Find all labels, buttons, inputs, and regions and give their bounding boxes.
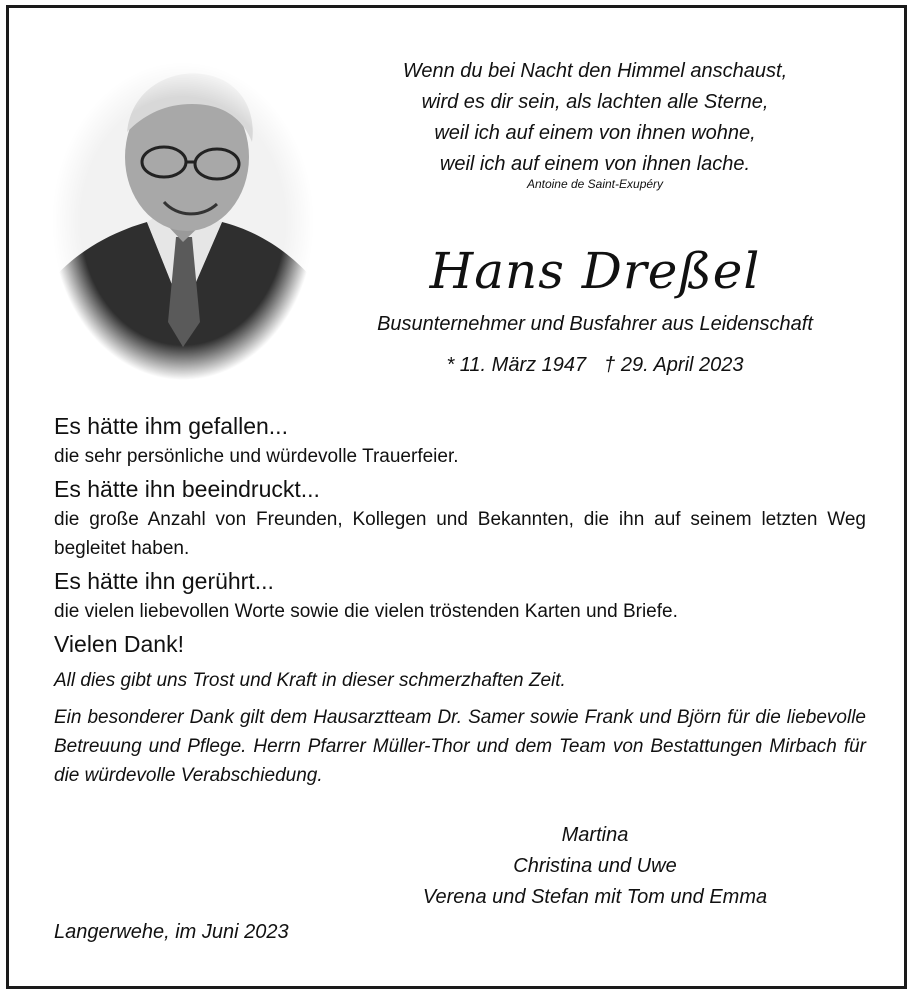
signature-line: Christina und Uwe xyxy=(513,855,677,877)
signature-line: Martina xyxy=(561,824,629,846)
comfort-text: All dies gibt uns Trost und Kraft in dieser schmerzhaften Zeit. xyxy=(54,670,566,691)
life-dates xyxy=(340,351,850,379)
section-text: die vielen liebevollen Worte sowie die vielen tröstenden Karten und Briefe. xyxy=(54,601,678,622)
portrait-photo-icon xyxy=(52,62,314,380)
quote-poem xyxy=(350,56,840,192)
place-date: Langerwehe, im Juni 2023 xyxy=(54,921,289,943)
section-heading: Vielen Dank! xyxy=(54,631,184,657)
section-text: die große Anzahl von Freunden, Kollegen und Bekannten, die ihn auf seinem letzten Weg begleitet haben. xyxy=(54,509,866,559)
signature-line: Verena und Stefan mit Tom und Emma xyxy=(422,886,768,908)
deceased-occupation: Busunternehmer und Busfahrer aus Leidenschaft xyxy=(377,313,813,335)
poem-line: weil ich auf einem von ihnen lache. xyxy=(439,153,751,175)
section-text: die sehr persönliche und würdevolle Trauerfeier. xyxy=(54,446,459,467)
poem-line: Wenn du bei Nacht den Himmel anschaust, xyxy=(402,60,788,82)
section-heading: Es hätte ihm gefallen... xyxy=(54,413,288,439)
birth-date: * 11. März 1947 xyxy=(446,354,587,376)
poem-author: Antoine de Saint-Exupéry xyxy=(526,177,664,191)
poem-line: wird es dir sein, als lachten alle Sterne, xyxy=(421,91,769,113)
section-heading: Es hätte ihn beeindruckt... xyxy=(54,476,320,502)
poem-line: weil ich auf einem von ihnen wohne, xyxy=(434,122,756,144)
section-heading: Es hätte ihn gerührt... xyxy=(54,568,274,594)
thanks-body xyxy=(54,410,866,792)
death-date: † 29. April 2023 xyxy=(604,354,744,376)
deceased-name: Hans Dreßel xyxy=(429,242,761,300)
special-thanks-text: Ein besonderer Dank gilt dem Hausarztteam Dr. Samer sowie Frank und Björn für die liebevolle Betreuung und Pflege. Herrn Pfarrer Müller-Thor und dem Team von Bestattungen Mirbach für die würdevolle Verabschiedung. xyxy=(54,707,866,786)
signatures xyxy=(350,820,840,913)
